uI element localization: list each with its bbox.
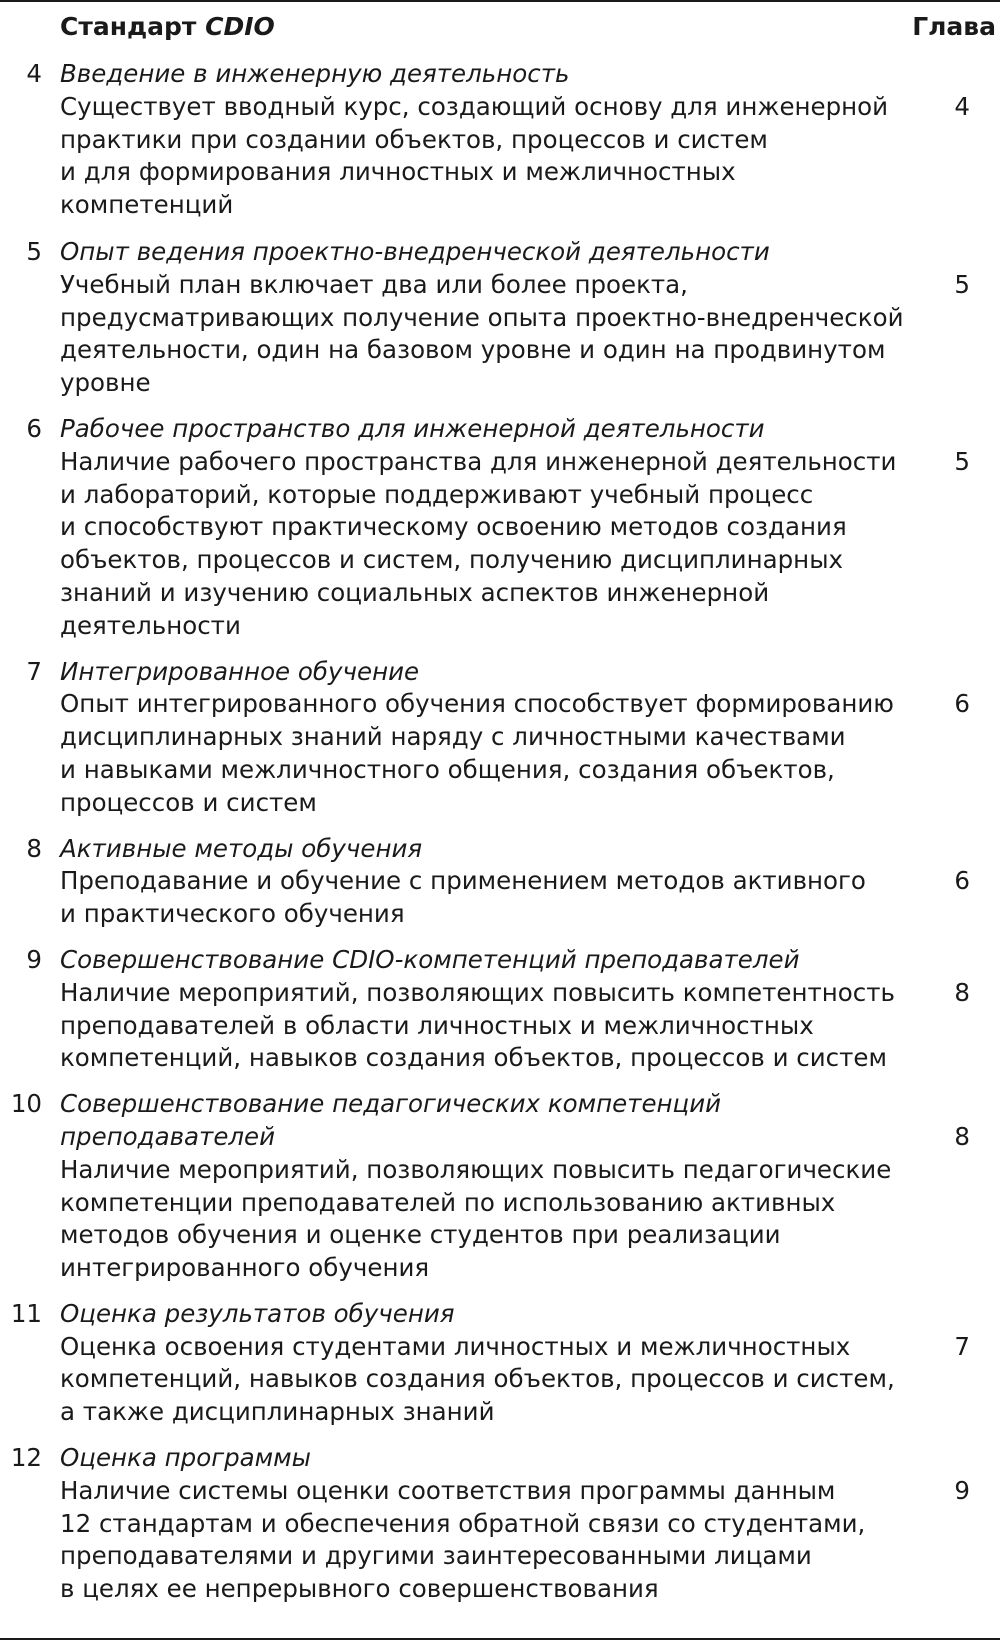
- entry-body: [60, 656, 930, 820]
- header-standard: [60, 12, 275, 41]
- header-standard-word: Стандарт: [60, 12, 197, 41]
- entry-number: 8: [26, 833, 42, 863]
- top-rule: [0, 0, 1000, 2]
- standard-entry-7: [0, 656, 1000, 820]
- standards-list: [0, 58, 1000, 1606]
- header-chapter: Глава: [912, 12, 996, 41]
- entry-body: [60, 1088, 930, 1285]
- entry-chapter: 8: [954, 977, 970, 1007]
- entry-title: Опыт ведения проектно-внедренческой деятельности: [60, 236, 770, 266]
- entry-description: Опыт интегрированного обучения способствует формированию дисциплинарных знаний наряду с личностными качествами и навыками межличностного общения, создания объектов, процессов и систем: [60, 689, 894, 817]
- standard-entry-6: [0, 413, 1000, 643]
- entry-title: Активные методы обучения: [60, 833, 423, 863]
- entry-chapter: 9: [954, 1475, 970, 1505]
- entry-chapter: 5: [954, 269, 970, 299]
- entry-number: 10: [10, 1089, 42, 1119]
- entry-description: Преподавание и обучение с применением методов активного и практического обучения: [60, 866, 866, 929]
- standard-entry-4: [0, 58, 1000, 222]
- entry-title: Интегрированное обучение: [60, 656, 420, 686]
- entry-description: Учебный план включает два или более проекта, предусматривающих получение опыта проектно-внедренческой деятельности, один на базовом уровне и один на продвинутом уровне: [60, 269, 904, 398]
- entry-description: Наличие системы оценки соответствия программы данным 12 стандартам и обеспечения обратной связи со студентами, преподавателями и другими заинтересованными лицами в целях ее непрерывного совершенствования: [60, 1475, 866, 1604]
- entry-body: [60, 413, 930, 643]
- entry-title: Рабочее пространство для инженерной деятельности: [60, 413, 765, 443]
- entry-body: [60, 58, 930, 222]
- standard-entry-9: [0, 944, 1000, 1075]
- entry-chapter: 6: [954, 689, 970, 719]
- entry-chapter: 5: [954, 446, 970, 476]
- entry-title: Оценка программы: [60, 1443, 311, 1473]
- entry-title: Оценка результатов обучения: [60, 1298, 455, 1328]
- table-header: [0, 12, 1000, 46]
- entry-body: [60, 833, 930, 931]
- entry-description: Оценка освоения студентами личностных и межличностных компетенций, навыков создания объектов, процессов и систем, а также дисциплинарных знаний: [60, 1331, 895, 1427]
- entry-title: Совершенствование CDIO-компетенций преподавателей: [60, 944, 800, 974]
- entry-number: 4: [26, 59, 42, 88]
- standard-entry-12: [0, 1442, 1000, 1606]
- entry-chapter: 6: [954, 866, 970, 896]
- entry-number: 11: [10, 1298, 42, 1328]
- entry-number: 7: [26, 656, 42, 686]
- standard-entry-8: [0, 833, 1000, 931]
- entry-number: 6: [26, 413, 42, 443]
- standard-entry-5: [0, 236, 1000, 400]
- entry-description: Наличие мероприятий, позволяющих повысить педагогические компетенции преподавателей по использованию активных методов обучения и оценке студентов при реализации интегрированного обучения: [60, 1154, 892, 1283]
- entry-body: [60, 944, 930, 1075]
- entry-title: Совершенствование педагогических компетенций преподавателей: [60, 1089, 722, 1151]
- entry-description: Наличие мероприятий, позволяющих повысить компетентность преподавателей в области личностных и межличностных компетенций, навыков создания объектов, процессов и систем: [60, 977, 895, 1073]
- entry-title: Введение в инженерную деятельность: [60, 59, 570, 88]
- bottom-rule: [0, 1638, 1000, 1640]
- entry-body: [60, 1442, 930, 1606]
- standard-entry-11: [0, 1298, 1000, 1429]
- entry-description: Наличие рабочего пространства для инженерной деятельности и лабораторий, которые поддерживают учебный процесс и способствуют практическому освоению методов создания объектов, процессов и систем, получению дисциплинарных знаний и изучению социальных аспектов инженерной деятельности: [60, 446, 897, 640]
- header-standard-cdio: CDIO: [205, 12, 275, 41]
- entry-number: 5: [26, 236, 42, 266]
- entry-chapter: 8: [954, 1121, 970, 1151]
- entry-number: 9: [26, 944, 42, 974]
- entry-body: [60, 236, 930, 400]
- entry-chapter: 4: [954, 91, 970, 121]
- entry-chapter: 7: [954, 1331, 970, 1361]
- entry-body: [60, 1298, 930, 1429]
- standard-entry-10: [0, 1088, 1000, 1285]
- entry-number: 12: [10, 1443, 42, 1473]
- entry-description: Существует вводный курс, создающий основу для инженерной практики при создании объектов, процессов и систем и для формирования личностных и межличностных компетенций: [60, 91, 889, 220]
